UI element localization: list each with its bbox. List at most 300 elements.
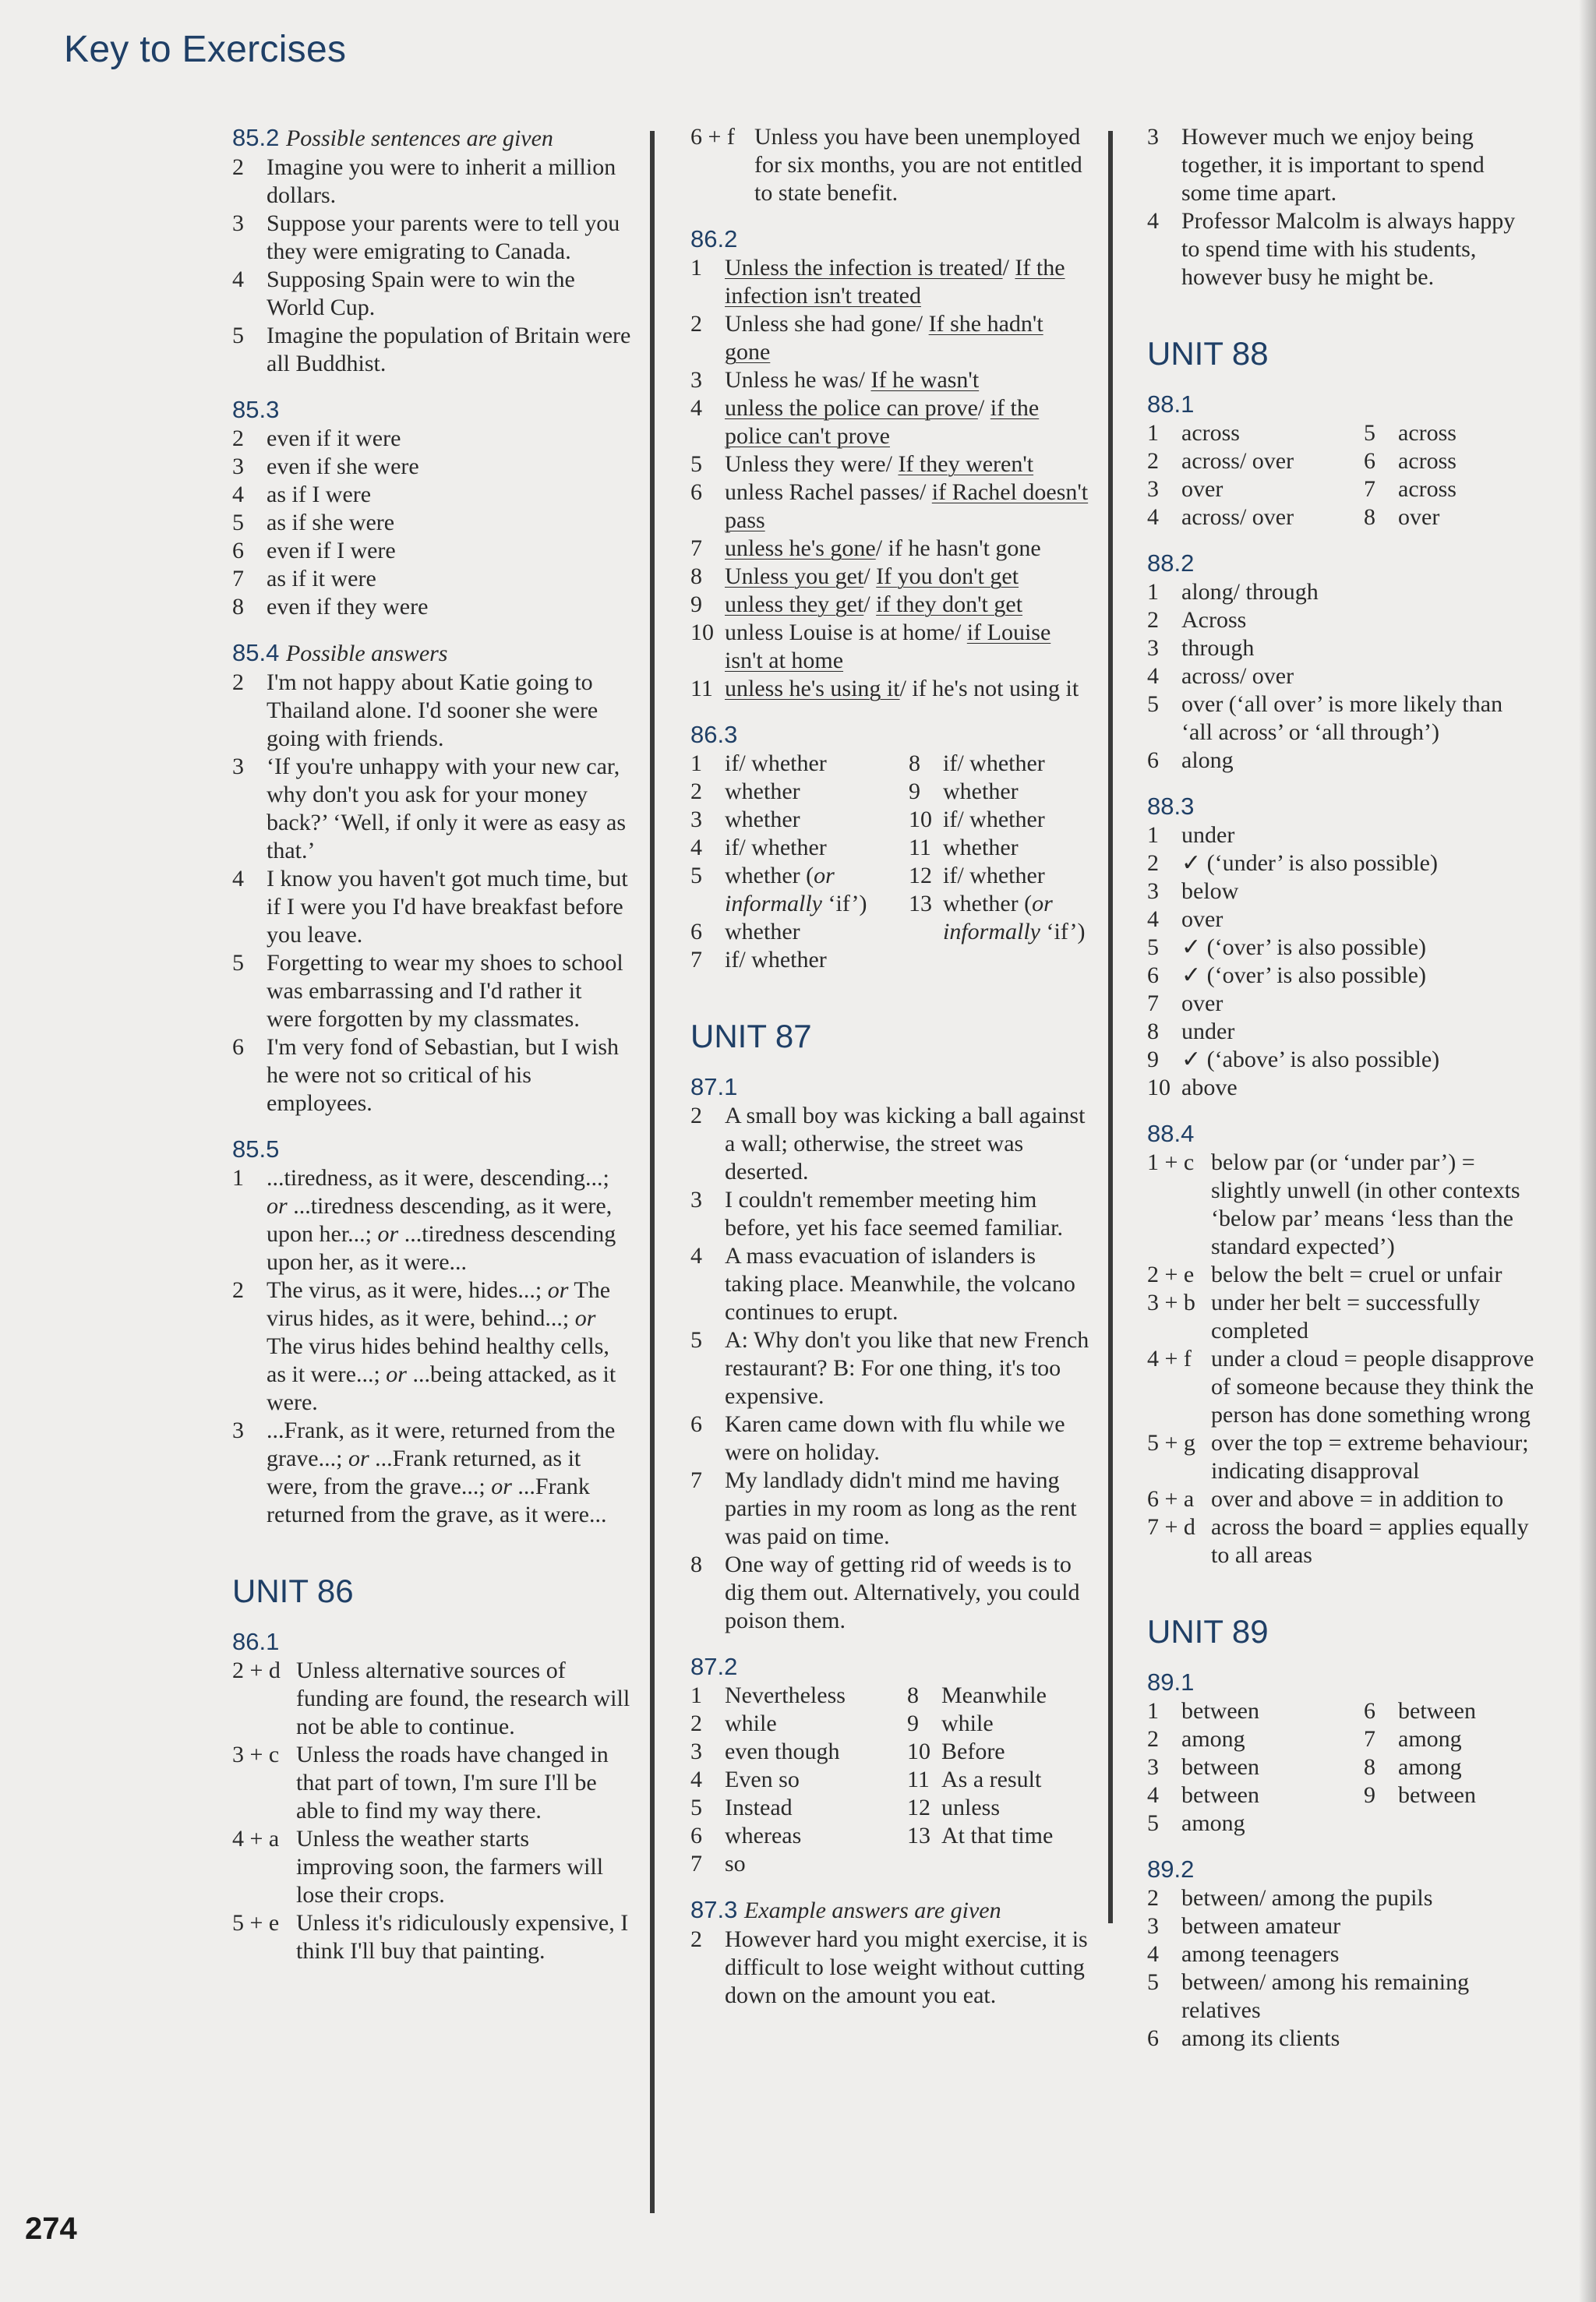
answer-item (1147, 634, 1537, 662)
section-number: 85.5 (232, 1135, 280, 1163)
answer-number: 5 (1147, 1969, 1159, 1995)
text-part: The virus hides, as it were, behind...; (267, 1277, 611, 1331)
answer-text: Across (1181, 607, 1247, 633)
answer-item (690, 1682, 901, 1710)
answer-number: 6 + a (1147, 1486, 1195, 1512)
answer-number: 2 (690, 1103, 702, 1128)
answer-item (1364, 1753, 1537, 1781)
section-88-4 (1147, 1119, 1537, 1569)
underlined-text: unless he's gone (725, 535, 876, 561)
answer-text: I'm not happy about Katie going to Thailand alone. I'd sooner she were going with friends. (267, 669, 598, 751)
answer-text: whether (725, 779, 800, 804)
answer-number: 11 (690, 676, 713, 701)
answer-text: At that time (941, 1823, 1054, 1848)
answer-text: if/ whether (943, 863, 1045, 888)
answer-text: Imagine you were to inherit a million dollars. (267, 154, 616, 208)
unit-89-heading: UNIT 89 (1147, 1613, 1269, 1650)
section-number: 88.2 (1147, 549, 1195, 577)
or-word: or (267, 1193, 288, 1219)
section-89-2 (1147, 1855, 1537, 2053)
answer-number: 4 (232, 482, 244, 507)
section-number: 85.4 (232, 639, 280, 666)
answer-grid-right (909, 750, 1089, 974)
underlined-text: unless the police can prove (725, 395, 978, 421)
section-86-1 (232, 1627, 631, 1965)
section-heading (1147, 549, 1537, 578)
answer-text: if/ whether (943, 807, 1045, 832)
answer-item (1364, 1725, 1537, 1753)
answer-number: 9 (1364, 1782, 1375, 1808)
answer-item (1147, 1912, 1537, 1940)
answer-text: among (1398, 1754, 1462, 1780)
text-part: Unless she had gone/ (725, 311, 929, 337)
section-86-1-continued (690, 123, 1089, 207)
answer-number: 10 (907, 1739, 930, 1764)
answer-number: 4 + f (1147, 1346, 1192, 1372)
answer-item (1147, 1289, 1537, 1345)
answer-text: Forgetting to wear my shoes to school was embarrassing and I'd rather it were forgotten by my classmates. (267, 950, 623, 1032)
text-part: ...tiredness descending upon her, as it were... (267, 1221, 616, 1275)
answer-item (1364, 1697, 1537, 1725)
answer-text: I know you haven't got much time, but if I were you I'd have breakfast before you leave. (267, 866, 628, 948)
answer-number: 7 (690, 947, 702, 973)
section-85-5 (232, 1135, 631, 1529)
answer-text: Unless alternative sources of funding are found, the research will not be able to continue. (296, 1658, 630, 1739)
answer-item (1147, 1968, 1537, 2025)
answer-number: 8 (690, 1552, 702, 1577)
or-word: or (386, 1361, 407, 1387)
answer-text: A: Why don't you like that new French restaurant? B: For one thing, it's too expensive. (725, 1327, 1089, 1409)
answer-text: among (1181, 1810, 1245, 1836)
answer-item (690, 619, 1089, 675)
section-heading (1147, 1119, 1537, 1149)
answer-item (907, 1710, 1089, 1738)
answer-text (725, 563, 1089, 591)
answer-grid-right (1364, 419, 1537, 531)
answer-text: between/ among his remaining relatives (1181, 1969, 1470, 2023)
answer-number: 10 (690, 620, 714, 645)
answer-item (690, 535, 1089, 563)
answer-text: across (1398, 476, 1457, 502)
section-86-3 (690, 720, 1089, 974)
or-word: or (348, 1446, 369, 1471)
answer-number: 4 (1147, 1941, 1159, 1967)
answer-number: 3 + b (1147, 1290, 1195, 1315)
answer-number: 5 (232, 323, 244, 348)
section-number: 86.2 (690, 225, 738, 252)
answer-number: 11 (909, 835, 931, 860)
answer-item (232, 865, 631, 949)
underlined-text: Unless you get (725, 563, 864, 589)
answer-text: whereas (725, 1823, 802, 1848)
section-number: 87.1 (690, 1073, 738, 1100)
answer-number: 9 (909, 779, 920, 804)
answer-number: 6 (232, 1034, 244, 1060)
text-part: unless Rachel passes/ (725, 479, 932, 505)
answer-number: 1 + c (1147, 1149, 1195, 1175)
answer-text: One way of getting rid of weeds is to dig them out. Alternatively, you could poison them. (725, 1552, 1080, 1633)
column-divider-1 (650, 131, 655, 2213)
answer-item (232, 1033, 631, 1117)
text-part: ...Frank returned, as it were, from the grave...; (267, 1446, 581, 1499)
answer-text: between (1398, 1782, 1476, 1808)
answer-number: 3 (690, 367, 702, 393)
answer-item (907, 1738, 1089, 1766)
text-part: / (863, 563, 877, 589)
section-heading (690, 224, 1089, 254)
answer-text: However much we enjoy being together, it is important to spend some time apart. (1181, 124, 1485, 206)
answer-item (690, 478, 1089, 535)
answer-item (909, 862, 1089, 890)
unit-88-heading: UNIT 88 (1147, 335, 1269, 372)
answer-text: whether (725, 807, 800, 832)
answer-item (690, 1926, 1089, 2010)
answer-text: if/ whether (943, 750, 1045, 776)
answer-item (1147, 1781, 1358, 1809)
answer-item (909, 834, 1089, 862)
answer-text: Unless it's ridiculously expensive, I think I'll buy that painting. (296, 1910, 629, 1964)
text-part: Unless they were/ (725, 451, 899, 477)
answer-item (1147, 1074, 1537, 1102)
answer-text: under (1181, 822, 1235, 848)
text-part: unless Louise is at home/ (725, 620, 967, 645)
answer-number: 4 (1147, 208, 1159, 234)
answer-text: I couldn't remember meeting him before, yet his face seemed familiar. (725, 1187, 1063, 1241)
column-divider-2 (1108, 131, 1113, 1923)
answer-number: 3 (1147, 878, 1159, 904)
section-note: Possible sentences are given (285, 125, 553, 151)
answer-item (907, 1766, 1089, 1794)
answer-number: 7 (1147, 990, 1159, 1016)
answer-text: over (1181, 990, 1223, 1016)
answer-number: 5 (232, 510, 244, 535)
answer-text: As a result (941, 1767, 1042, 1792)
answer-number: 7 (690, 1467, 702, 1493)
answer-number: 6 (690, 1411, 702, 1437)
answer-item (232, 1657, 631, 1741)
answer-number: 9 (907, 1711, 919, 1736)
section-heading (690, 1652, 1089, 1682)
section-heading (1147, 1668, 1537, 1697)
text-part: The virus hides behind healthy cells, as it were...; (267, 1333, 609, 1387)
answer-text: across (1398, 448, 1457, 474)
answer-number: 1 (1147, 579, 1159, 605)
answer-number: 1 (1147, 1698, 1159, 1724)
answer-number: 1 (232, 1165, 244, 1191)
answer-item (1147, 1884, 1537, 1912)
underlined-text: If she hadn't gone (725, 311, 1043, 365)
answer-text: over (1181, 476, 1223, 502)
section-88-1 (1147, 390, 1537, 531)
answer-item (690, 1242, 1089, 1326)
answer-item (1147, 1753, 1358, 1781)
answer-text: below (1181, 878, 1239, 904)
answer-item (1364, 1781, 1537, 1809)
answer-item (1147, 962, 1537, 990)
answer-number: 8 (909, 750, 920, 776)
answer-number: 3 + c (232, 1742, 280, 1767)
answer-number: 3 (232, 454, 244, 479)
answer-number: 3 (690, 1187, 702, 1213)
answer-text: whether (943, 835, 1019, 860)
answer-number: 6 (1364, 1698, 1375, 1724)
section-heading (1147, 792, 1537, 821)
answer-item (907, 1682, 1089, 1710)
answer-text: under a cloud = people disapprove of someone because they think the person has done something wrong (1211, 1346, 1534, 1428)
answer-text: even though (725, 1739, 840, 1764)
answer-item (1147, 990, 1537, 1018)
answer-number: 4 (690, 835, 702, 860)
section-number: 86.3 (690, 721, 738, 748)
answer-item (1147, 1485, 1537, 1513)
answer-item (232, 669, 631, 753)
answer-text: between (1398, 1698, 1476, 1724)
answer-text: if/ whether (725, 750, 827, 776)
answer-item (232, 1276, 631, 1417)
answer-text: across/ over (1181, 663, 1294, 689)
answer-item (1147, 1261, 1537, 1289)
answer-text: while (725, 1711, 777, 1736)
answer-item (1147, 1149, 1537, 1261)
answer-text: among (1181, 1726, 1245, 1752)
answer-text: Unless the roads have changed in that part of town, I'm sure I'll be able to find my way there. (296, 1742, 609, 1824)
answer-text: as if I were (267, 482, 372, 507)
answer-text (725, 366, 1089, 394)
answer-text: whether (943, 779, 1019, 804)
answer-number: 4 (1147, 663, 1159, 689)
answer-number: 2 (1147, 1726, 1159, 1752)
section-88-2 (1147, 549, 1537, 775)
text-part: ‘if’) (1040, 919, 1086, 944)
section-87-3 (690, 1895, 1089, 2010)
answer-item (1147, 1697, 1358, 1725)
section-heading (1147, 1855, 1537, 1884)
answer-number: 6 (1364, 448, 1375, 474)
answer-text: A small boy was kicking a ball against a wall; otherwise, the street was deserted. (725, 1103, 1086, 1185)
answer-number: 10 (1147, 1075, 1171, 1100)
answer-item (690, 675, 1089, 703)
answer-number: 4 (690, 395, 702, 421)
answer-item (1147, 1429, 1537, 1485)
answer-text (725, 394, 1089, 450)
answer-item (907, 1822, 1089, 1850)
answer-text (725, 450, 1089, 478)
answer-text (267, 1276, 631, 1417)
underlined-text: If he wasn't (870, 367, 980, 393)
answer-item (1147, 1018, 1537, 1046)
section-number: 89.2 (1147, 1855, 1195, 1883)
answer-item (1147, 934, 1537, 962)
answer-item (1147, 906, 1537, 934)
answer-item (690, 862, 902, 918)
answer-number: 5 (1147, 934, 1159, 960)
answer-number: 5 (1147, 1810, 1159, 1836)
or-word: or (547, 1277, 569, 1303)
answer-item (232, 1417, 631, 1529)
answer-text: My landlady didn't mind me having parties in my room as long as the rent was paid on time. (725, 1467, 1077, 1549)
answer-number: 8 (907, 1682, 919, 1708)
answer-item (232, 753, 631, 865)
answer-item (690, 310, 1089, 366)
answer-number: 9 (1147, 1047, 1159, 1072)
answer-item (232, 949, 631, 1033)
text-part: / (1002, 255, 1015, 281)
answer-text: A mass evacuation of islanders is taking place. Meanwhile, the volcano continues to erupt. (725, 1243, 1075, 1325)
section-85-4 (232, 638, 631, 1117)
answer-item (1147, 1345, 1537, 1429)
section-heading (690, 1072, 1089, 1102)
section-heading (690, 720, 1089, 750)
answer-item (1147, 123, 1537, 207)
answer-number: 5 (690, 1327, 702, 1353)
answer-number: 12 (907, 1795, 930, 1820)
answer-number: 1 (690, 750, 702, 776)
answer-number: 2 + d (232, 1658, 281, 1683)
answer-text (725, 619, 1089, 675)
answer-text: Suppose your parents were to tell you they were emigrating to Canada. (267, 210, 620, 264)
answer-grid (1147, 419, 1537, 531)
answer-text (725, 591, 1089, 619)
answer-item (1147, 447, 1358, 475)
answer-text: under (1181, 1019, 1235, 1044)
answer-number: 5 + e (232, 1910, 280, 1936)
answer-number: 2 (690, 1711, 702, 1736)
answer-item (909, 890, 1089, 946)
section-heading (690, 1895, 1089, 1926)
answer-text: between amateur (1181, 1913, 1341, 1939)
answer-item (232, 593, 631, 621)
answer-item (1147, 475, 1358, 503)
answer-text: between (1181, 1782, 1259, 1808)
underlined-text: if Louise isn't at home (725, 620, 1051, 673)
answer-number: 6 (1147, 747, 1159, 773)
answer-number: 4 + a (232, 1826, 280, 1852)
answer-text: through (1181, 635, 1255, 661)
answer-grid (1147, 1697, 1537, 1838)
answer-item (232, 1909, 631, 1965)
answer-grid (690, 1682, 1089, 1878)
answer-number: 4 (1147, 1782, 1159, 1808)
answer-item (232, 322, 631, 378)
section-86-2 (690, 224, 1089, 703)
answer-text: ✓ (‘over’ is also possible) (1181, 934, 1426, 960)
answer-number: 5 + g (1147, 1430, 1195, 1456)
text-part: ...tiredness, as it were, descending...; (267, 1165, 609, 1191)
text-part: Unless he was/ (725, 367, 871, 393)
answer-number: 6 (690, 919, 702, 944)
answer-text (725, 535, 1089, 563)
answer-text (725, 254, 1089, 310)
answer-number: 7 (232, 566, 244, 591)
answer-number: 2 (232, 1277, 244, 1303)
answer-text: whether (725, 919, 800, 944)
answer-grid-right (907, 1682, 1089, 1878)
answer-text (725, 310, 1089, 366)
section-heading (232, 638, 631, 669)
answer-text: even if they were (267, 594, 429, 620)
section-heading (232, 123, 631, 154)
answer-item (690, 563, 1089, 591)
answer-text: if/ whether (725, 835, 827, 860)
section-85-3 (232, 395, 631, 621)
answer-number: 6 (232, 538, 244, 563)
answer-item (690, 366, 1089, 394)
text-part: ...Frank returned from the grave, as it were... (267, 1474, 607, 1527)
answer-item (232, 154, 631, 210)
answer-number: 7 + d (1147, 1514, 1195, 1540)
answer-number: 2 (690, 311, 702, 337)
answer-item (232, 1164, 631, 1276)
answer-item (690, 750, 902, 778)
page-edge-shadow (1579, 0, 1596, 2302)
section-number: 85.2 (232, 124, 280, 151)
answer-number: 6 (690, 479, 702, 505)
answer-item (1147, 1725, 1358, 1753)
answer-item (1364, 503, 1537, 531)
answer-number: 3 (1147, 1754, 1159, 1780)
answer-item (1147, 1809, 1358, 1838)
answer-text: as if she were (267, 510, 395, 535)
text-part: / (977, 395, 990, 421)
answer-number: 6 + f (690, 124, 735, 150)
answer-item (909, 750, 1089, 778)
answer-grid-left (1147, 419, 1358, 531)
text-part: whether ( (943, 891, 1033, 916)
unit-87-heading: UNIT 87 (690, 1018, 812, 1054)
answer-text: between/ among the pupils (1181, 1885, 1433, 1911)
section-85-2 (232, 123, 631, 378)
answer-item (232, 266, 631, 322)
answer-text: Unless you have been unemployed for six months, you are not entitled to state benefit. (754, 124, 1082, 206)
answer-text: under her belt = successfully completed (1211, 1290, 1481, 1343)
answer-text (267, 1417, 631, 1529)
answer-number: 2 (690, 1926, 702, 1952)
answer-number: 7 (1364, 1726, 1375, 1752)
answer-number: 2 (1147, 850, 1159, 876)
answer-number: 3 (232, 210, 244, 236)
text-part: ‘if’) (822, 891, 867, 916)
column-2 (690, 123, 1089, 2010)
answer-number: 6 (1147, 2025, 1159, 2051)
answer-text: over (‘all over’ is more likely than ‘all across’ or ‘all through’) (1181, 691, 1503, 745)
answer-text: over and above = in addition to (1211, 1486, 1504, 1512)
answer-item (1364, 447, 1537, 475)
answer-text: among (1398, 1726, 1462, 1752)
answer-grid-left (690, 750, 902, 974)
answer-number: 8 (232, 594, 244, 620)
answer-text: Imagine the population of Britain were all Buddhist. (267, 323, 631, 376)
underlined-text: Unless the infection is treated (725, 255, 1003, 281)
answer-number: 4 (690, 1243, 702, 1269)
answer-number: 2 + e (1147, 1262, 1195, 1287)
answer-text: Supposing Spain were to win the World Cup. (267, 267, 575, 320)
answer-text: among teenagers (1181, 1941, 1340, 1967)
answer-text: below the belt = cruel or unfair (1211, 1262, 1502, 1287)
underlined-text: unless he's using it (725, 676, 900, 701)
underlined-text: if Rachel doesn't pass (725, 479, 1089, 533)
answer-number: 13 (907, 1823, 930, 1848)
answer-item (1147, 606, 1537, 634)
answer-item (1147, 821, 1537, 849)
section-number: 85.3 (232, 396, 280, 423)
answer-item (690, 1326, 1089, 1411)
answer-item (232, 481, 631, 509)
answer-item (1147, 2025, 1537, 2053)
answer-number: 2 (1147, 607, 1159, 633)
answer-number: 2 (690, 779, 702, 804)
answer-text: below par (or ‘under par’) = slightly unwell (in other contexts ‘below par’ means ‘less than the standard expected’) (1211, 1149, 1520, 1259)
answer-item (690, 1794, 901, 1822)
